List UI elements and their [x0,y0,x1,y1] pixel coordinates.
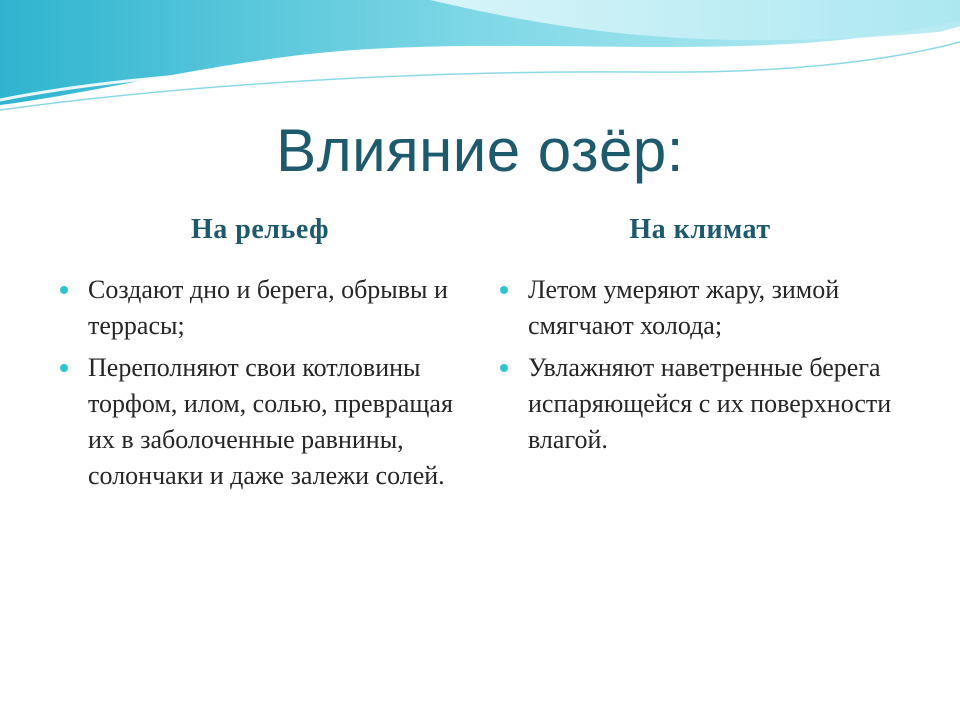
column-heading-climate: На климат [629,214,771,245]
list-item-text: Переполняют свои котловины торфом, илом, солью, превращая их в заболоченные равнины, солончаки и даже залежи солей. [88,353,453,490]
list-item-text: Летом умеряют жару, зимой смягчают холода; [528,275,840,340]
list-item-text: Создают дно и берега, обрывы и террасы; [88,275,448,340]
decorative-wave-header [0,0,960,120]
column-heading-relief: На рельеф [191,214,329,245]
bullet-list-relief [60,272,460,494]
list-item [500,272,920,344]
list-item [60,272,460,344]
bullet-dot-icon [60,286,68,294]
bullet-dot-icon [500,286,508,294]
list-item [500,350,920,458]
slide-title: Влияние озёр: [276,117,684,184]
column-climate [500,210,920,464]
bullet-dot-icon [60,364,68,372]
column-relief [60,210,460,500]
list-item-text: Увлажняют наветренные берега испаряющейся с их поверхности влагой. [528,353,892,454]
bullet-list-climate [500,272,920,458]
list-item [60,350,460,494]
bullet-dot-icon [500,364,508,372]
